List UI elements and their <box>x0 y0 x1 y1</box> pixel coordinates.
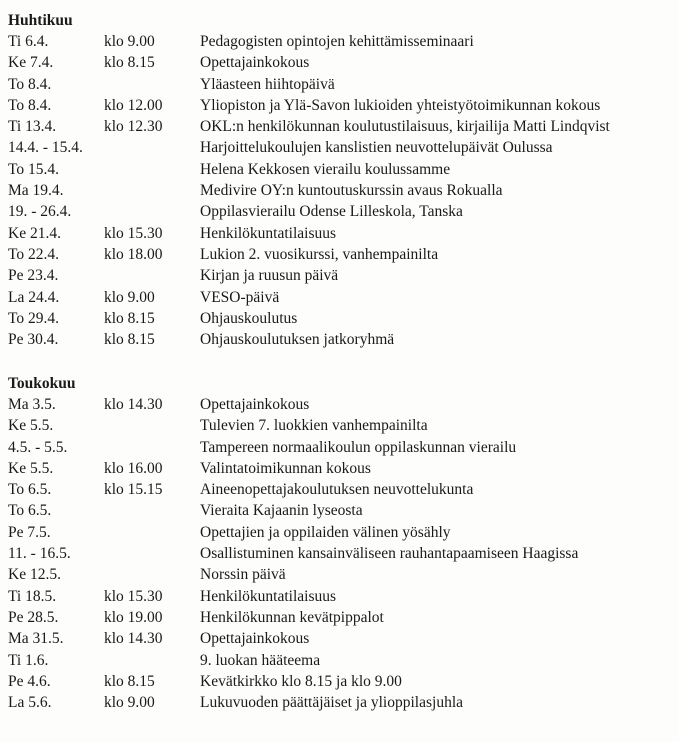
event-row <box>8 95 673 116</box>
event-date: Ke 12.5. <box>8 566 61 584</box>
event-time: klo 14.30 <box>104 396 163 413</box>
event-row <box>8 329 673 350</box>
event-description: Vieraita Kajaanin lyseosta <box>200 502 363 520</box>
event-description: Yliopiston ja Ylä-Savon lukioiden yhteistyötoimikunnan kokous <box>200 96 601 114</box>
event-description: Tampereen normaalikoulun oppilaskunnan vierailu <box>200 438 517 456</box>
event-description: Lukuvuoden päättäjäiset ja ylioppilasjuhla <box>200 694 464 712</box>
event-date: La 24.4. <box>8 288 60 306</box>
event-time: klo 15.30 <box>104 224 163 242</box>
event-row <box>8 201 673 222</box>
event-row <box>8 671 673 692</box>
event-row <box>8 586 673 607</box>
event-description: Osallistuminen kansainväliseen rauhantapaamiseen Haagissa <box>200 545 579 563</box>
event-time: klo 8.15 <box>104 331 155 349</box>
event-list <box>8 394 673 713</box>
event-date: Ma 31.5. <box>8 630 64 648</box>
event-description: Norssin päivä <box>200 566 286 584</box>
event-date: Ti 6.4. <box>8 33 49 50</box>
event-row <box>8 137 673 158</box>
event-date: Ke 7.4. <box>8 54 54 72</box>
event-description: Opettajainkokous <box>200 54 310 72</box>
event-date: Ke 5.5. <box>8 459 54 477</box>
event-description: VESO-päivä <box>200 288 280 306</box>
event-row <box>8 692 673 713</box>
event-date: Ke 5.5. <box>8 417 54 435</box>
event-date: La 5.6. <box>8 694 52 712</box>
event-row <box>8 628 673 649</box>
event-description: Kevätkirkko klo 8.15 ja klo 9.00 <box>200 672 402 690</box>
event-row <box>8 543 673 564</box>
event-date: Pe 28.5. <box>8 608 59 626</box>
event-date: Ma 19.4. <box>8 182 64 200</box>
event-row <box>8 265 673 286</box>
event-row <box>8 458 673 479</box>
event-row <box>8 180 673 201</box>
event-date: Pe 23.4. <box>8 267 59 285</box>
event-description: OKL:n henkilökunnan koulutustilaisuus, kirjailija Matti Lindqvist <box>200 118 610 136</box>
event-description: Opettajien ja oppilaiden välinen yösähly <box>200 523 451 541</box>
event-description: Opettajainkokous <box>200 396 310 413</box>
event-description: Tulevien 7. luokkien vanhempainilta <box>200 417 428 435</box>
event-row <box>8 116 673 137</box>
event-date: Pe 7.5. <box>8 523 51 541</box>
event-description: 9. luokan hääteema <box>200 651 321 669</box>
event-time: klo 12.30 <box>104 118 163 136</box>
event-row <box>8 244 673 265</box>
event-time: klo 14.30 <box>104 630 163 648</box>
event-date: To 8.4. <box>8 75 52 93</box>
event-date: To 22.4. <box>8 245 60 263</box>
event-date: To 8.4. <box>8 96 52 114</box>
event-date: Ti 13.4. <box>8 118 57 136</box>
event-date: 14.4. - 15.4. <box>8 139 83 157</box>
month-title: Toukokuu <box>8 375 76 392</box>
event-row <box>8 31 673 52</box>
event-description: Kirjan ja ruusun päivä <box>200 267 339 285</box>
event-description: Henkilökuntatilaisuus <box>200 587 337 605</box>
month-section-may <box>8 373 673 713</box>
event-date: To 29.4. <box>8 309 60 327</box>
event-description: Helena Kekkosen vierailu koulussamme <box>200 160 451 178</box>
event-row <box>8 394 673 415</box>
event-date: Ma 3.5. <box>8 396 56 413</box>
event-description: Valintatoimikunnan kokous <box>200 459 371 477</box>
event-time: klo 8.15 <box>104 672 155 690</box>
event-row <box>8 500 673 521</box>
event-time: klo 15.15 <box>104 481 163 499</box>
event-row <box>8 650 673 671</box>
event-description: Ohjauskoulutuksen jatkoryhmä <box>200 331 395 349</box>
event-date: Ke 21.4. <box>8 224 61 242</box>
month-title: Huhtikuu <box>8 12 73 29</box>
event-description: Henkilökunnan kevätpippalot <box>200 608 384 626</box>
event-time: klo 18.00 <box>104 245 163 263</box>
event-date: To 6.5. <box>8 481 52 499</box>
event-description: Oppilasvierailu Odense Lilleskola, Tanska <box>200 203 463 221</box>
event-time: klo 8.15 <box>104 309 155 327</box>
event-description: Aineenopettajakoulutuksen neuvottelukunta <box>200 481 474 499</box>
event-date: To 6.5. <box>8 502 52 520</box>
event-date: 11. - 16.5. <box>8 545 71 563</box>
event-row <box>8 159 673 180</box>
event-time: klo 19.00 <box>104 608 163 626</box>
event-row <box>8 415 673 436</box>
month-section-april <box>8 10 673 350</box>
event-row <box>8 287 673 308</box>
event-description: Ohjauskoulutus <box>200 309 298 327</box>
event-row <box>8 564 673 585</box>
event-row <box>8 522 673 543</box>
event-time: klo 9.00 <box>104 33 155 50</box>
event-description: Yläasteen hiihtopäivä <box>200 75 335 93</box>
event-date: Pe 30.4. <box>8 331 59 349</box>
event-time: klo 15.30 <box>104 587 163 605</box>
event-time: klo 9.00 <box>104 288 155 306</box>
event-row <box>8 52 673 73</box>
event-row <box>8 479 673 500</box>
event-date: Pe 4.6. <box>8 672 51 690</box>
event-row <box>8 607 673 628</box>
event-time: klo 16.00 <box>104 459 163 477</box>
event-date: 4.5. - 5.5. <box>8 438 68 456</box>
event-row <box>8 308 673 329</box>
event-date: Ti 18.5. <box>8 587 57 605</box>
event-date: Ti 1.6. <box>8 651 49 669</box>
event-description: Henkilökuntatilaisuus <box>200 224 337 242</box>
event-row <box>8 437 673 458</box>
event-time: klo 8.15 <box>104 54 155 72</box>
event-time: klo 12.00 <box>104 96 163 114</box>
event-date: 19. - 26.4. <box>8 203 72 221</box>
event-description: Pedagogisten opintojen kehittämisseminaari <box>200 33 474 50</box>
event-description: Opettajainkokous <box>200 630 310 648</box>
event-date: To 15.4. <box>8 160 60 178</box>
event-description: Medivire OY:n kuntoutuskurssin avaus Rokualla <box>200 182 503 200</box>
event-description: Lukion 2. vuosikurssi, vanhempainilta <box>200 245 439 263</box>
event-row <box>8 223 673 244</box>
event-row <box>8 74 673 95</box>
event-time: klo 9.00 <box>104 694 155 712</box>
event-description: Harjoittelukoulujen kanslistien neuvottelupäivät Oulussa <box>200 139 553 157</box>
event-list <box>8 31 673 350</box>
